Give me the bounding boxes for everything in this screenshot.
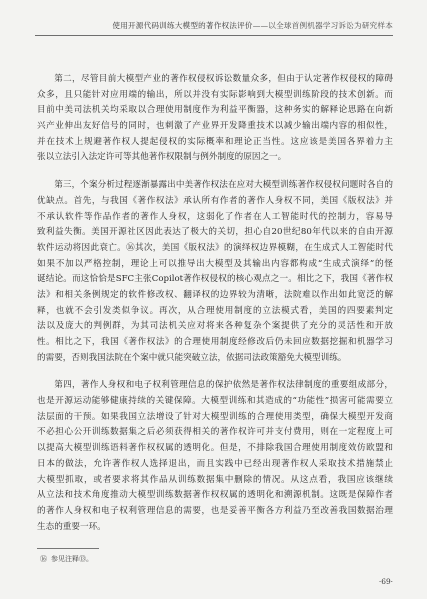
text-line: 的需要，否则我国法院在个案中就只能突破立法，依据司法政策豁免大模型训练。 bbox=[37, 352, 347, 363]
header-rule bbox=[35, 35, 393, 36]
footnote bbox=[40, 554, 93, 564]
running-header-subtitle: ——以全球首例机器学习诉讼为研究样本 bbox=[252, 21, 393, 30]
text-line: 以提高大模型训练语料著作权权属的透明化。但是，不排除我国合理使用制度效仿欧盟和 bbox=[37, 443, 393, 454]
text-line: 第三，个案分析过程逐渐暴露出中美著作权法在应对大模型训练著作权侵权问题时各自的 bbox=[54, 180, 393, 191]
text-line: 法》和相关条例规定的软件修改权、翻译权的边界较为清晰，法院难以作出如此宽泛的解 bbox=[37, 289, 393, 300]
text-line: 法以及庞大的判例群，为其司法机关应对将来各种复杂个案提供了充分的灵活性和开放 bbox=[37, 321, 393, 332]
text-line: 也是开源运动能够健康持续的关键保障。大模型训练和其造成的“功能性”损害可能需要立 bbox=[37, 396, 393, 407]
text-line: 优缺点。首先，与我国《著作权法》承认所有作者的著作人身权不同，美国《版权法》并 bbox=[37, 195, 393, 206]
text-line: 并在技术上规避著作权人提起侵权的实际概率和理论正当性。这应该是美国各界着力主 bbox=[37, 136, 393, 147]
paragraph bbox=[37, 178, 393, 366]
paragraph bbox=[37, 378, 393, 535]
text-line: 不承认软件等作品作者的著作人身权，这弱化了作者在人工智能时代的控制力，容易导 bbox=[37, 211, 393, 222]
footnote-text: 参见注释⑬。 bbox=[51, 555, 93, 563]
text-line: 大模型抓取，或者要求将其作品从训练数据集中删除的情况。从这点看，我国应该继续 bbox=[37, 474, 393, 485]
text-line: 释，也就不会引发类似争议。再次，从合理使用制度的立法模式看，美国的四要素判定 bbox=[37, 305, 393, 316]
text-line: 张以立法引入法定许可等其他著作权限制与例外制度的原因之一。 bbox=[37, 152, 287, 163]
footnote-rule bbox=[37, 548, 99, 549]
text-line: 生态的重要一环。 bbox=[37, 521, 106, 532]
text-line: 性。相比之下，我国《著作权法》的合理使用制度经修改后仍未回应数据挖掘和机器学习 bbox=[37, 337, 393, 347]
text-line: 的著作人身权和电子权利管理信息的需要，也是妥善平衡各方利益乃至改善我国数据治理 bbox=[37, 505, 393, 516]
text-line: 第二，尽管目前大模型产业的著作权侵权诉讼数量众多，但由于认定著作权侵权的障碍 bbox=[54, 74, 393, 84]
text-line: 致利益失衡。美国开源社区因此表达了极大的关切，担心自20世纪80年代以来的自由开源 bbox=[37, 227, 393, 238]
text-line: 目前中美司法机关均采取以合理使用制度作为利益平衡器，这种务实的解释论思路在向新 bbox=[37, 105, 393, 116]
text-line: 诞结论。而这恰恰是SFC主张Copilot著作权侵权的核心观点之一。相比之下，我国《著作权 bbox=[37, 274, 393, 285]
paragraph bbox=[37, 72, 393, 166]
text-line: 如果不加以严格控制，理论上可以推导出大模型及其输出内容都构成“生成式演绎”的怪 bbox=[37, 258, 393, 269]
text-line: 日本的做法，允许著作权人选择退出，而且实践中已经出现著作权人采取技术措施禁止 bbox=[37, 458, 393, 469]
running-header bbox=[112, 21, 393, 31]
text-line: 不必担心公开训练数据集之后必须获得相关的著作权许可并支付费用，则在一定程度上可 bbox=[37, 427, 393, 438]
footnote-marker: ⑯ bbox=[40, 555, 47, 563]
text-line: 从立法和技术角度推动大模型训练数据著作权权属的透明化和溯源机制。这既是保障作者 bbox=[37, 490, 393, 501]
page-number: ·69· bbox=[378, 577, 393, 586]
text-line: 第四，著作人身权和电子权利管理信息的保护依然是著作权法律制度的重要组成部分， bbox=[54, 380, 393, 391]
body-text bbox=[37, 72, 393, 547]
running-header-title: 使用开源代码训练大模型的著作权法评价 bbox=[112, 21, 253, 30]
text-line: 兴产业伸出友好信号的同时，也刺激了产业界开发降重技术以减少输出端内容的相似性， bbox=[37, 121, 393, 132]
text-line: 众多，且只能针对应用端的输出，所以并没有实际影响到大模型训练阶段的技术创新。而 bbox=[37, 89, 393, 100]
text-line: 法层面的干预。如果我国立法增设了针对大模型训练的合理使用类型，确保大模型开发商 bbox=[37, 411, 393, 422]
text-line: 软件运动将因此衰亡。⑯其次，美国《版权法》的演绎权边界模糊，在生成式人工智能时代 bbox=[37, 242, 393, 253]
